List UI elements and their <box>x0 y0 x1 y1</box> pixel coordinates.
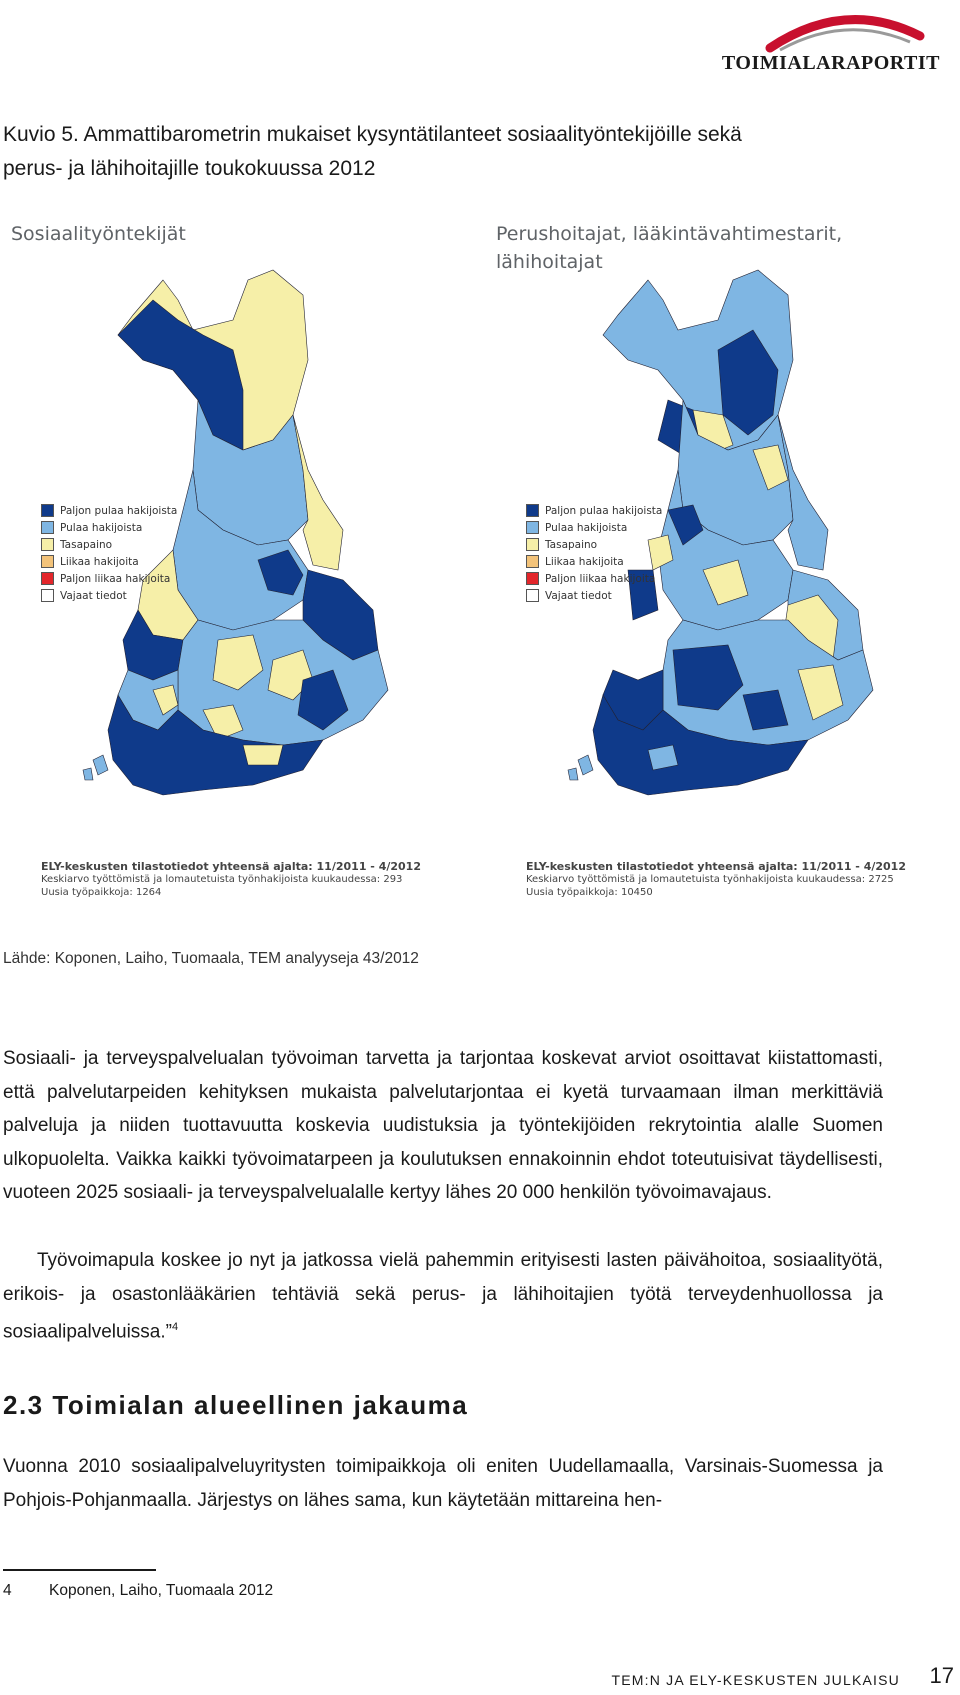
map-footer-jobseekers: Keskiarvo työttömistä ja lomautetuista työnhakijoista kuukaudessa: 2725 <box>526 874 894 885</box>
footnote-divider <box>3 1569 156 1571</box>
map-legend <box>526 502 662 604</box>
legend-item <box>526 587 662 604</box>
legend-label: Paljon pulaa hakijoista <box>60 504 178 517</box>
map-footer-jobseekers: Keskiarvo työttömistä ja lomautetuista työnhakijoista kuukaudessa: 293 <box>41 874 403 885</box>
running-footer: TEM:N JA ELY-KESKUSTEN JULKAISU <box>611 1672 900 1688</box>
map-legend <box>41 502 177 604</box>
legend-label: Paljon liikaa hakijoita <box>545 572 656 585</box>
legend-item <box>41 502 177 519</box>
map-footer <box>41 860 441 899</box>
legend-label: Vajaat tiedot <box>545 589 612 602</box>
legend-swatch <box>526 504 539 517</box>
legend-item <box>41 570 177 587</box>
footnote-reference[interactable]: 4 <box>171 1321 179 1334</box>
map-footer-period: ELY-keskusten tilastotiedot yhteensä ajalta: 11/2011 - 4/2012 <box>41 860 421 873</box>
legend-item <box>526 570 662 587</box>
legend-swatch <box>41 572 54 585</box>
section-heading: 2.3 Toimialan alueellinen jakauma <box>3 1390 469 1420</box>
legend-label: Tasapaino <box>60 538 113 551</box>
legend-swatch <box>41 538 54 551</box>
map-social-workers <box>3 220 433 910</box>
legend-label: Liikaa hakijoita <box>60 555 139 568</box>
footnote-text: Koponen, Laiho, Tuomaala 2012 <box>49 1582 274 1599</box>
toimialaraportit-logo <box>721 6 940 76</box>
legend-label: Tasapaino <box>545 538 598 551</box>
figure-source: Lähde: Koponen, Laiho, Tuomaala, TEM analyyseja 43/2012 <box>3 950 419 967</box>
map-title-line-1: Perushoitajat, lääkintävahtimestarit, <box>496 223 843 245</box>
legend-swatch <box>41 555 54 568</box>
legend-swatch <box>526 555 539 568</box>
legend-item <box>526 553 662 570</box>
legend-swatch <box>526 538 539 551</box>
figure-caption-line-2: perus- ja lähihoitajille toukokuussa 2012 <box>3 157 376 180</box>
legend-label: Liikaa hakijoita <box>545 555 624 568</box>
paragraph-1: Sosiaali- ja terveyspalvelualan työvoiman tarvetta ja tarjontaa koskevat arviot osoittavat kiistattomasti, että palvelutarpeiden kehityksen mukaista palvelutarjontaa ei kyetä turvaamaan ilman merkittäviä palveluja ja niiden tuottavuutta koskevia uudistuksia ja työntekijöiden rekrytointia alalle Suomen ulkopuolelta. Vaikka kaikki työvoimatarpeen ja koulutuksen ennakoinnin ehdot toteutuisivat täydellisesti, vuoteen 2025 sosiaali- ja terveyspalvelualalle kertyy lähes 20 000 henkilön työvoimavajaus. <box>3 1048 883 1204</box>
legend-label: Pulaa hakijoista <box>545 521 628 534</box>
legend-item <box>41 519 177 536</box>
footnote <box>3 1582 273 1600</box>
paragraph-2-text: Työvoimapula koskee jo nyt ja jatkossa vielä pahemmin erityisesti lasten päivähoitoa, sosiaalityötä, erikois- ja osastonlääkärien tehtäviä sekä perus- ja lähihoitajien työtä terveydenhuollossa ja sosiaalipalveluissa.” <box>3 1250 883 1343</box>
legend-item <box>526 502 662 519</box>
logo-arc-icon <box>760 6 930 56</box>
page-number: 17 <box>929 1663 954 1688</box>
map-practical-nurses <box>488 220 918 910</box>
legend-item <box>41 553 177 570</box>
figure-caption <box>3 118 903 186</box>
legend-label: Vajaat tiedot <box>60 589 127 602</box>
map-footer-new-jobs: Uusia työpaikkoja: 10450 <box>526 887 653 898</box>
footnote-number: 4 <box>3 1582 12 1599</box>
legend-label: Pulaa hakijoista <box>60 521 143 534</box>
map-footer <box>526 860 926 899</box>
legend-swatch <box>526 589 539 602</box>
legend-item <box>526 519 662 536</box>
figure-caption-line-1: Kuvio 5. Ammattibarometrin mukaiset kysyntätilanteet sosiaalityöntekijöille sekä <box>3 123 742 146</box>
legend-item <box>41 536 177 553</box>
legend-swatch <box>526 572 539 585</box>
paragraph-3: Vuonna 2010 sosiaalipalveluyritysten toimipaikkoja oli eniten Uudellamaalla, Varsinais-Suomessa ja Pohjois-Pohjanmaalla. Järjestys on lähes sama, kun käytetään mittareina hen- <box>3 1456 883 1511</box>
map-title: Sosiaalityöntekijät <box>11 223 186 245</box>
logo-text: TOIMIALARAPORTIT <box>721 52 940 74</box>
map-footer-new-jobs: Uusia työpaikkoja: 1264 <box>41 887 162 898</box>
legend-item <box>526 536 662 553</box>
legend-swatch <box>41 589 54 602</box>
map-title-line-2: lähihoitajat <box>496 251 603 273</box>
legend-label: Paljon pulaa hakijoista <box>545 504 663 517</box>
legend-item <box>41 587 177 604</box>
paragraph-2 <box>3 1244 883 1349</box>
map-footer-period: ELY-keskusten tilastotiedot yhteensä ajalta: 11/2011 - 4/2012 <box>526 860 906 873</box>
legend-swatch <box>41 504 54 517</box>
legend-label: Paljon liikaa hakijoita <box>60 572 171 585</box>
legend-swatch <box>526 521 539 534</box>
legend-swatch <box>41 521 54 534</box>
